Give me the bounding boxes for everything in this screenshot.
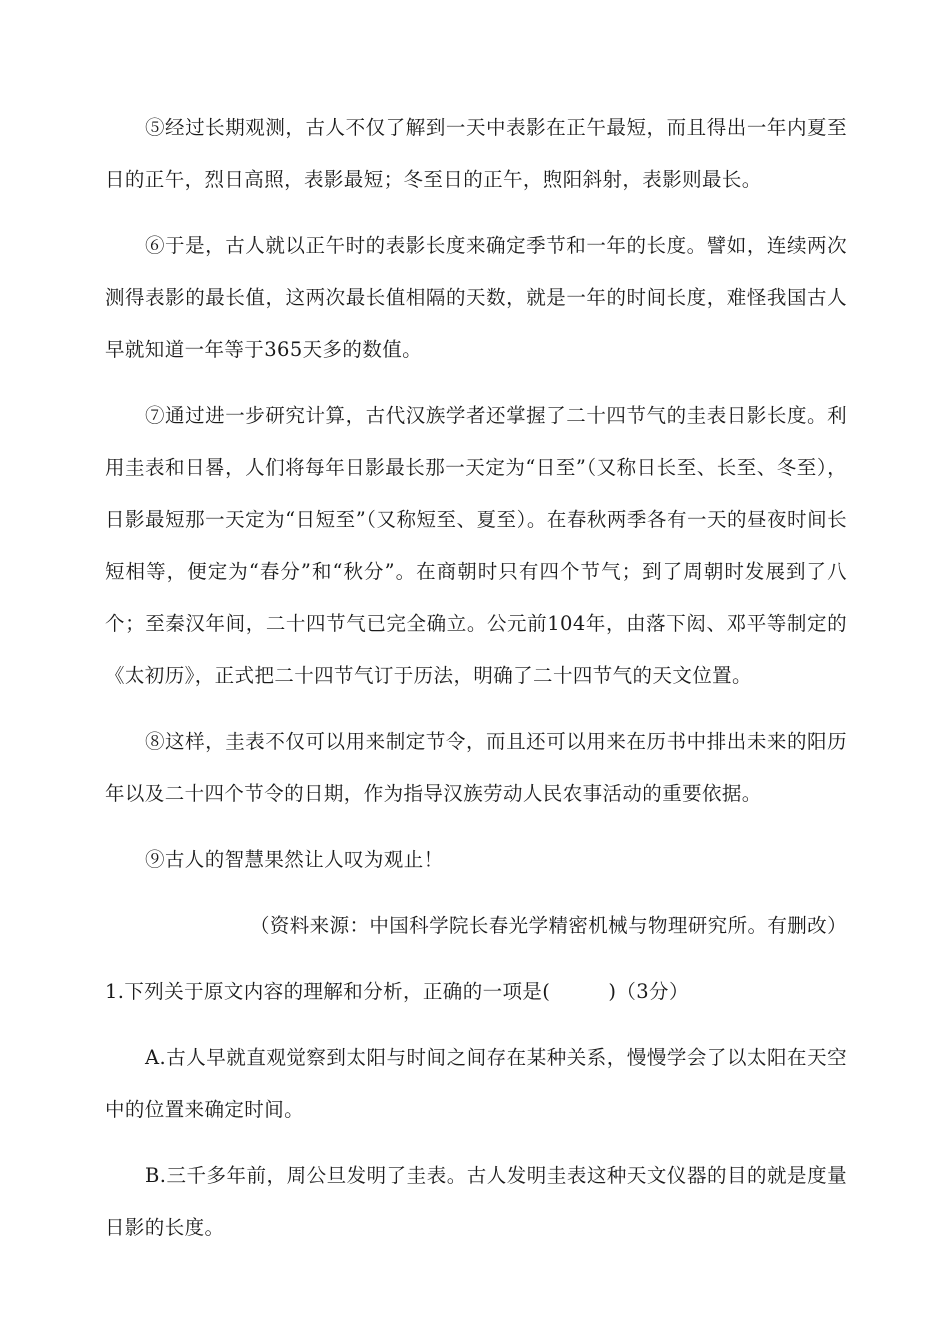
question-1-stem <box>105 966 847 1018</box>
question-stem-text: 1.下列关于原文内容的理解和分析，正确的一项是( <box>105 980 551 1003</box>
paragraph-6: ⑥于是，古人就以正午时的表影长度来确定季节和一年的长度。譬如，连续两次测得表影的最长值，这两次最长值相隔的天数，就是一年的时间长度，难怪我国古人早就知道一年等于365天多的数值。 <box>105 234 847 361</box>
source-citation: （资料来源：中国科学院长春光学精密机械与物理研究所。有删改） <box>249 914 847 937</box>
option-b: B.三千多年前，周公旦发明了圭表。古人发明圭表这种天文仪器的目的就是度量日影的长度。 <box>105 1164 847 1239</box>
document-page <box>105 102 847 1268</box>
option-a: A.古人早就直观觉察到太阳与时间之间存在某种关系，慢慢学会了以太阳在天空中的位置来确定时间。 <box>105 1046 847 1121</box>
paragraph-8: ⑧这样，圭表不仅可以用来制定节令，而且还可以用来在历书中排出未来的阳历年以及二十四个节令的日期，作为指导汉族劳动人民农事活动的重要依据。 <box>105 730 847 805</box>
question-points: )（3分） <box>608 980 689 1003</box>
paragraph-7: ⑦通过进一步研究计算，古代汉族学者还掌握了二十四节气的圭表日影长度。利用圭表和日晷，人们将每年日影最长那一天定为“日至”（又称日长至、长至、冬至），日影最短那一天定为“日短至”（又称短至、夏至）。在春秋两季各有一天的昼夜时间长短相等，便定为“春分”和“秋分”。在商朝时只有四个节气；到了周朝时发展到了八个；至秦汉年间，二十四节气已完全确立。公元前104年，由落下闳、邓平等制定的《太初历》，正式把二十四节气订于历法，明确了二十四节气的天文位置。 <box>105 404 847 687</box>
paragraph-9: ⑨古人的智慧果然让人叹为观止！ <box>145 848 444 871</box>
paragraph-5: ⑤经过长期观测，古人不仅了解到一天中表影在正午最短，而且得出一年内夏至日的正午，烈日高照，表影最短；冬至日的正午，煦阳斜射，表影则最长。 <box>105 116 847 191</box>
